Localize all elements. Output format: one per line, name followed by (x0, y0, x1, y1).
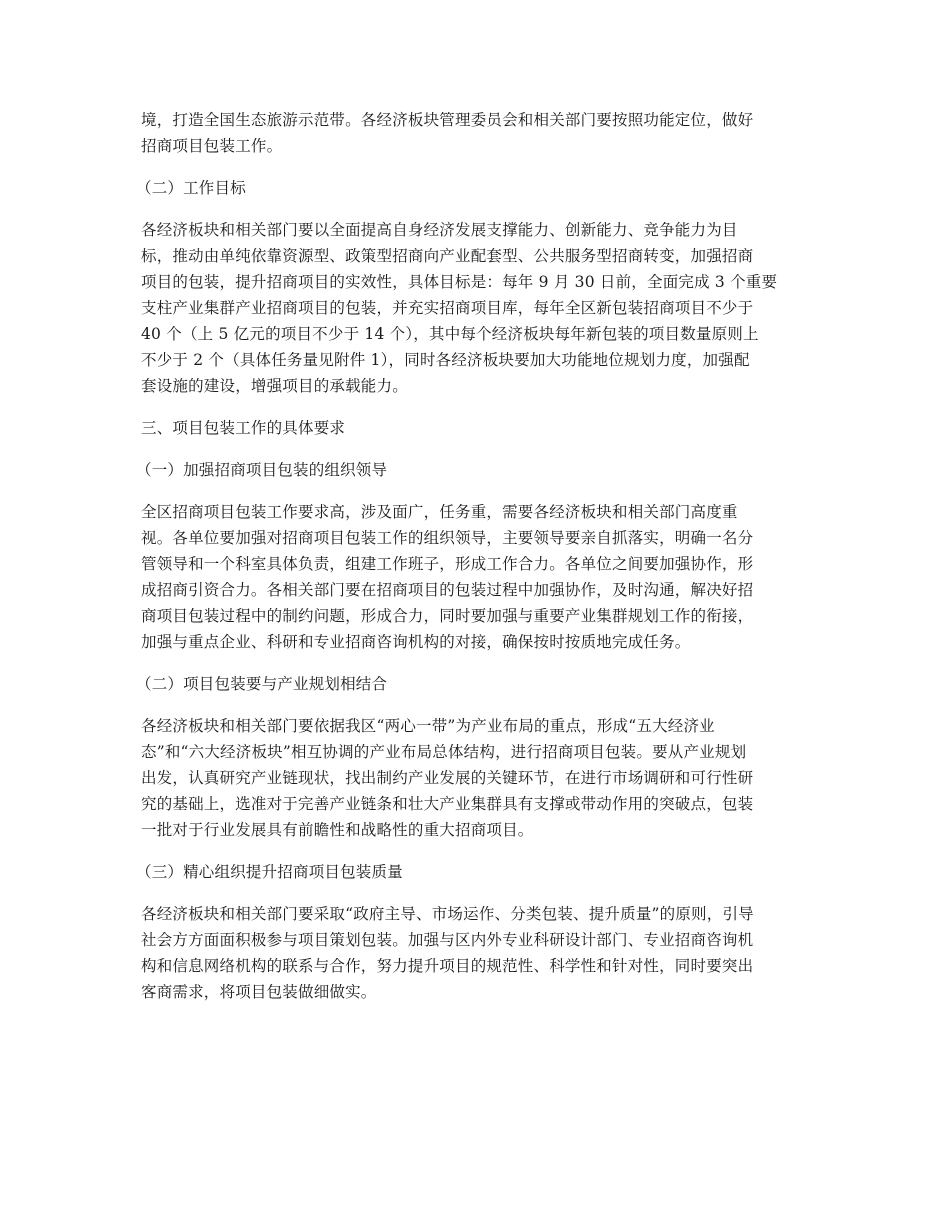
text-line: 商项目包装过程中的制约问题，形成合力，同时要加强与重要产业集群规划工作的衔接， (141, 607, 754, 625)
text-line: 管领导和一个科室具体负责，组建工作班子，形成工作合力。各单位之间要加强协作，形 (141, 555, 754, 573)
text-line: 套设施的建设，增强项目的承载能力。 (141, 377, 408, 395)
section-heading-specific-requirements: 三、项目包装工作的具体要求 (141, 419, 346, 437)
text-line: 项目的包装，提升招商项目的实效性，具体目标是：每年 9 月 30 日前，全面完成 3 个重要 (141, 273, 778, 291)
paragraph-organization-leadership (141, 499, 806, 655)
subheading-work-goals: （二）工作目标 (136, 179, 246, 197)
text-line: 40 个（上 5 亿元的项目不少于 14 个），其中每个经济板块每年新包装的项目数量原则上 (141, 325, 759, 343)
paragraph-packaging-quality (141, 901, 806, 1005)
text-line: 全区招商项目包装工作要求高，涉及面广，任务重，需要各经济板块和相关部门高度重 (141, 503, 738, 521)
text-line: 加强与重点企业、科研和专业招商咨询机构的对接，确保按时按质地完成任务。 (141, 633, 691, 651)
text-line: 支柱产业集群产业招商项目的包装，并充实招商项目库，每年全区新包装招商项目不少于 (141, 299, 754, 317)
text-line: 标，推动由单纯依靠资源型、政策型招商向产业配套型、公共服务型招商转变，加强招商 (141, 247, 754, 265)
text-line: 成招商引资合力。各相关部门要在招商项目的包装过程中加强协作，及时沟通，解决好招 (141, 581, 754, 599)
text-line: 各经济板块和相关部门要以全面提高自身经济发展支撑能力、创新能力、竞争能力为目 (141, 221, 738, 239)
text-line: 视。各单位要加强对招商项目包装工作的组织领导，主要领导要亲自抓落实，明确一名分 (141, 529, 754, 547)
text-line: 构和信息网络机构的联系与合作，努力提升项目的规范性、科学性和针对性，同时要突出 (141, 957, 754, 975)
paragraph-intro-continuation (141, 107, 806, 159)
text-line: 究的基础上，选准对于完善产业链条和壮大产业集群具有支撑或带动作用的突破点，包装 (141, 795, 754, 813)
text-line: 客商需求，将项目包装做细做实。 (141, 983, 377, 1001)
subheading-packaging-quality: （三）精心组织提升招商项目包装质量 (136, 863, 403, 881)
text-line: 招商项目包装工作。 (141, 137, 283, 155)
text-line: 一批对于行业发展具有前瞻性和战略性的重大招商项目。 (141, 821, 534, 839)
text-line: 社会方方面面积极参与项目策划包装。加强与区内外专业科研设计部门、专业招商咨询机 (141, 931, 754, 949)
document-page (136, 107, 806, 1021)
text-line: 态”和“六大经济板块”相互协调的产业布局总体结构，进行招商项目包装。要从产业规划 (141, 743, 747, 761)
subheading-industry-planning: （二）项目包装要与产业规划相结合 (136, 675, 388, 693)
paragraph-work-goals (141, 217, 806, 399)
text-line: 各经济板块和相关部门要采取“政府主导、市场运作、分类包装、提升质量”的原则，引导 (141, 905, 754, 923)
subheading-organization-leadership: （一）加强招商项目包装的组织领导 (136, 461, 388, 479)
text-line: 境，打造全国生态旅游示范带。各经济板块管理委员会和相关部门要按照功能定位，做好 (141, 111, 754, 129)
text-line: 出发，认真研究产业链现状，找出制约产业发展的关键环节，在进行市场调研和可行性研 (141, 769, 754, 787)
paragraph-industry-planning (141, 713, 806, 843)
text-line: 各经济板块和相关部门要依据我区“两心一带”为产业布局的重点，形成“五大经济业 (141, 717, 715, 735)
text-line: 不少于 2 个（具体任务量见附件 1），同时各经济板块要加大功能地位规划力度，加强配 (141, 351, 750, 369)
